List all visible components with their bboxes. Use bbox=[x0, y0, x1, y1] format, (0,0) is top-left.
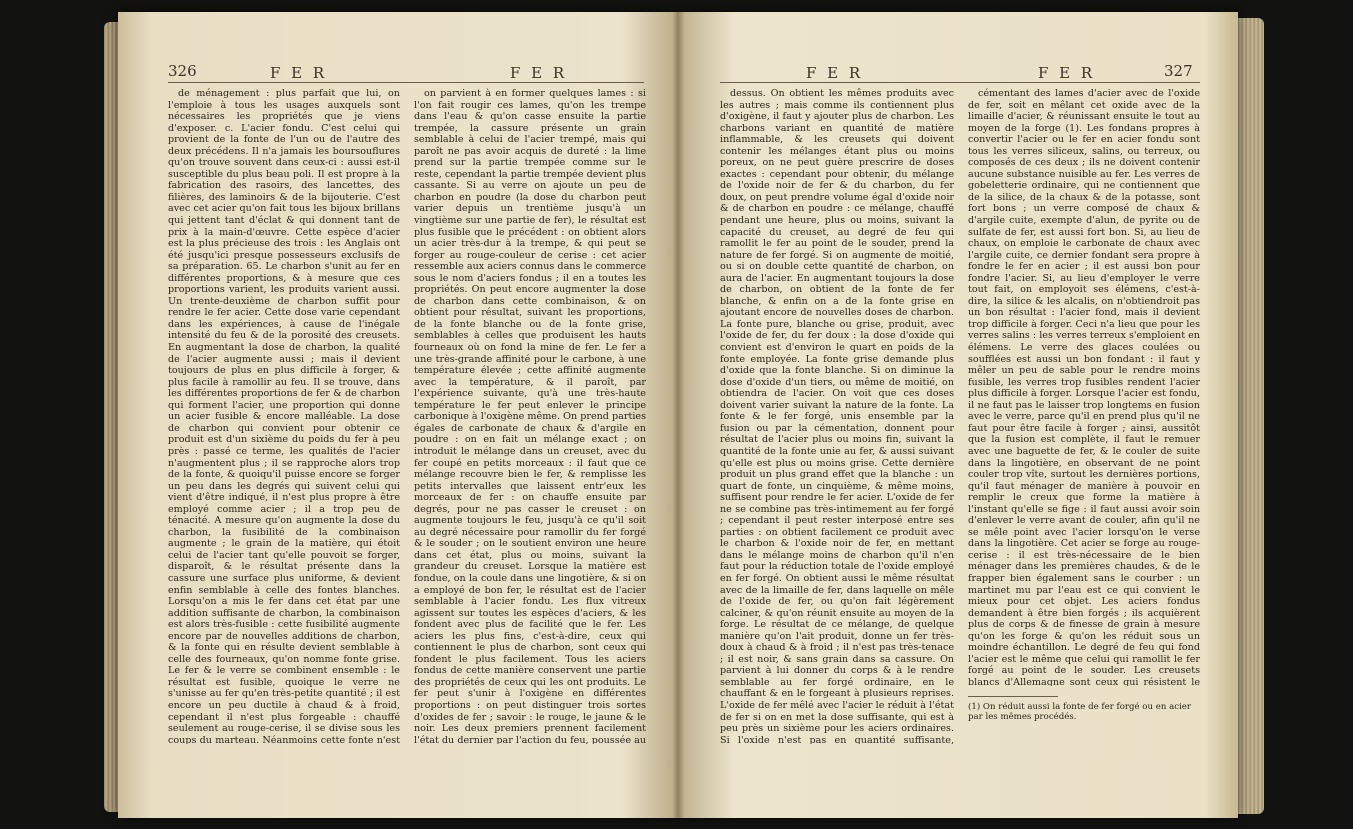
text-column-1 bbox=[168, 88, 400, 744]
open-book bbox=[118, 12, 1238, 818]
footnote: (1) On réduit aussi la fonte de fer forgé ou en acier par les mêmes procédés. bbox=[968, 702, 1191, 722]
right-page bbox=[678, 12, 1238, 818]
footnote-rule bbox=[968, 696, 1058, 697]
running-head-right: F E R bbox=[510, 64, 568, 82]
column-text: de ménagement : plus parfait que lui, on l'emploie à tous les usages auxquels sont nécessaires les propriétés que je viens d'exposer. c. L'acier fondu. C'est celui qui provient de la fonte de l'un ou de l'autre des deux précédens. Il n'a jamais les boursouflures qu'on trouve souvent dans ceux-ci : aussi est-il susceptible du plus beau poli. Il est propre à la fabrication des rasoirs, des lancettes, des filières, des laminoirs & de la bijouterie. C'est avec cet acier qu'on fait tous les bijoux brillans qui jettent tant d'éclat & qui donnent tant de prix à la main-d'œuvre. Cette espèce d'acier est la plus précieuse des trois : les Anglais ont été jusqu'ici presque possesseurs exclusifs de sa préparation. 65. Le charbon s'unit au fer en différentes proportions, & à mesure que ces proportions varient, les produits varient aussi. Un trente-deuxième de charbon suffit pour rendre le fer acier. Cette dose varie cependant dans les expériences, à cause de l'inégale intensité du feu & de la porosité des creusets. En augmentant la dose de charbon, la qualité de l'acier augmente aussi ; mais il devient toujours de plus en plus difficile à forger, & plus facile à ramollir au feu. Il se trouve, dans les différentes proportions de fer & de charbon qui forment l'acier, une proportion qui donne un acier fusible & encore malléable. La dose de charbon qui convient pour obtenir ce produit est d'un sixième du poids du fer à peu près : passé ce terme, les qualités de l'acier n'augmentent plus ; il se rapproche alors trop de la fonte, & quoiqu'il puisse encore se forger un peu dans les degrés qui suivent celui qui vient d'être indiqué, il n'est plus propre à être employé comme acier ; il a trop peu de ténacité. A mesure qu'on augmente la dose du charbon, la fusibilité de la combinaison augmente ; le grain de la matière, qui étoit celui de l'acier tant qu'elle pouvoit se forger, disparoît, & le résultat présente dans la cassure une surface plus uniforme, & devient enfin semblable à celle des fontes blanches. Lorsqu'on a mis le fer dans cet état par une addition suffisante de charbon, la combinaison est alors très-fusible : cette fusibilité augmente encore par de nouvelles additions de charbon, & la fonte qui en résulte devient semblable à celle des fourneaux, qu'on nomme fonte grise. Le fer & le verre se combinent ensemble : le résultat est fusible, quoique le verre ne s'unisse au fer qu'en très-petite quantité ; il est encore un peu ductile à chaud & à froid, cependant il n'est plus forgeable : chauffé seulement au rouge-cerise, il se divise sous les coups du marteau. Néanmoins cette fonte n'est bbox=[168, 88, 400, 744]
text-column-1 bbox=[720, 88, 954, 744]
page-number: 327 bbox=[1164, 62, 1193, 80]
head-rule bbox=[168, 82, 644, 83]
column-text: cémentant des lames d'acier avec de l'oxide de fer, soit en mêlant cet oxide avec de la limaille d'acier, & réunissant ensuite le tout au moyen de la forge (1). Les fondans propres à convertir l'acier ou le fer en acier fondu sont tous les verres siliceux, salins, ou terreux, ou composés de ces deux ; ils ne doivent contenir aucune substance nuisible au fer. Les verres de gobeletterie ordinaire, qui ne contiennent que de la silice, de la chaux & de la potasse, sont fort bons ; un verre composé de chaux & d'argile cuite, exempte d'alun, de pyrite ou de sulfate de fer, est aussi fort bon. Si, au lieu de chaux, on emploie le carbonate de chaux avec l'argile cuite, ce dernier fondant sera propre à fondre le fer en acier ; il est aussi bon pour fondre l'acier. Si, au lieu d'employer le verre tout fait, on employoit ses élémens, c'est-à-dire, la silice & les alcalis, on n'obtiendroit pas un bon résultat : l'acier fond, mais il devient trop difficile à forger. Ceci n'a lieu que pour les verres salins : les verres terreux s'emploient en élémens. Le verre des glaces coulées ou soufflées est aussi un bon fondant : il faut y mêler un peu de sable pour le rendre moins fusible, les verres trop fusibles rendent l'acier plus difficile à forger. Lorsque l'acier est fondu, il ne faut pas le laisser trop longtems en fusion avec le verre, parce qu'il en prend plus qu'il ne faut pour être facile à forger ; ainsi, aussitôt que la fusion est complète, il faut le remuer avec une baguette de fer, & le couler de suite dans la lingotière, en observant de ne point couler trop vîte, surtout les dernières portions, qu'il faut ménager de manière à pouvoir en remplir le creux que forme la matière à l'instant qu'elle se fige : il faut aussi avoir soin d'enlever le verre avant de couler, afin qu'il ne se mêle point avec l'acier lorsqu'on le verse dans la lingotière. Cet acier se forge au rouge-cerise : il est très-nécessaire de le bien ménager dans les premières chaudes, & de le frapper bien également sans le courber : un martinet mu par l'eau est ce qui convient le mieux pour cet objet. Les aciers fondus demandent à être bien forgés ; ils acquièrent plus de corps & de finesse de grain à mesure qu'on les forge & qu'on les réduit sous un moindre échantillon. Le degré de feu qui fond l'acier est le même que celui qui ramollit le fer forgé au point de le souder. Les creusets blancs d'Allemagne sont ceux qui résistent le bbox=[968, 88, 1200, 686]
text-column-2 bbox=[414, 88, 646, 744]
head-rule bbox=[720, 82, 1200, 83]
page-number: 326 bbox=[168, 62, 197, 80]
running-head-left: F E R bbox=[806, 64, 864, 82]
text-column-2 bbox=[968, 88, 1200, 686]
running-head-right: F E R bbox=[1038, 64, 1096, 82]
book-edge-right bbox=[1238, 18, 1264, 814]
column-text: on parvient à en former quelques lames : si l'on fait rougir ces lames, qu'on les trempe dans l'eau & qu'on casse ensuite la partie trempée, la cassure présente un grain semblable à celui de l'acier trempé, mais qui paroît ne pas avoir acquis de dureté : la lime prend sur la partie trempée comme sur le reste, cependant la partie trempée devient plus cassante. Si au verre on ajoute un peu de charbon en poudre (la dose du charbon peut varier depuis un trentième jusqu'à un vingtième sur une partie de fer), le résultat est plus fusible que le précédent : on obtient alors un acier très-dur à la trempe, & qui peut se forger au rouge-couleur de cerise : cet acier ressemble aux aciers connus dans le commerce sous le nom d'aciers fondus ; il en a toutes les propriétés. On peut encore augmenter la dose de charbon dans cette combinaison, & on obtient pour résultat, suivant les proportions, de la fonte blanche ou de la fonte grise, semblables à celles que produisent les hauts fourneaux où on fond la mine de fer. Le fer a une très-grande affinité pour le carbone, à une température élevée ; cette affinité augmente avec la température, & il paroît, par l'expérience suivante, qu'à une très-haute température le fer peut enlever le principe carbonique à l'oxigène même. On prend parties égales de carbonate de chaux & d'argile en poudre : on en fait un mélange exact ; on introduit le mélange dans un creuset, avec du fer coupé en petits morceaux : il faut que ce mélange recouvre bien le fer, & remplisse les petits intervalles que laissent entr'eux les morceaux de fer : on chauffe ensuite par degrés, pour ne pas casser le creuset : on augmente toujours le feu, jusqu'à ce qu'il soit au degré nécessaire pour ramollir du fer forgé & le souder ; on le soutient environ une heure dans cet état, plus ou moins, suivant la grandeur du creuset. Lorsque la matière est fondue, on la coule dans une lingotière, & si on a employé de bon fer, le résultat est de l'acier semblable à l'acier fondu. Les flux vitreux agissent sur toutes les espèces d'aciers, & les fondent avec plus de facilité que le fer. Les aciers les plus fins, c'est-à-dire, ceux qui contiennent le plus de charbon, sont ceux qui fondent le plus facilement. Tous les aciers fondus de cette manière conservent une partie des propriétés de ceux qui les ont produits. Le fer peut s'unir à l'oxigène en différentes proportions : on peut distinguer trois sortes d'oxides de fer ; savoir : le rouge, le jaune & le noir. Les deux premiers prennent facilement l'état du dernier par l'action du feu, poussée au bbox=[414, 88, 646, 744]
column-text: dessus. On obtient les mêmes produits avec les autres ; mais comme ils contiennent plus d'oxigène, il faut y ajouter plus de charbon. Les charbons variant en quantité de matière inflammable, & les creusets qui doivent contenir les mélanges étant plus ou moins poreux, on ne peut guère prescrire de doses exactes : cependant pour obtenir, du mélange de l'oxide noir de fer & du charbon, du fer doux, on peut prendre volume égal d'oxide noir & de charbon en poudre : ce mélange, chauffé pendant une heure, plus ou moins, suivant la capacité du creuset, au degré de feu qui ramollit le fer au point de le souder, prend la nature de fer forgé. Si on augmente de moitié, ou si on double cette quantité de charbon, on aura de l'acier. En augmentant toujours la dose de charbon, on obtient de la fonte de fer blanche, & enfin on a de la fonte grise en ajoutant encore de nouvelles doses de charbon. La fonte pure, blanche ou grise, produit, avec l'oxide de fer, du fer doux : la dose d'oxide qui convient est d'environ le quart en poids de la fonte employée. La fonte grise demande plus d'oxide que la fonte blanche. Si on diminue la dose d'oxide d'un tiers, ou même de moitié, on obtiendra de l'acier. On voit que ces doses doivent varier suivant la nature de la fonte. La fonte & le fer forgé, unis ensemble par la fusion ou par la cémentation, donnent pour résultat de l'acier plus ou moins fin, suivant la quantité de la fonte unie au fer, & aussi suivant qu'elle est plus ou moins grise. Cette dernière produit un plus grand effet que la blanche : un quart de fonte, un cinquième, & même moins, suffisent pour rendre le fer acier. L'oxide de fer ne se combine pas très-intimement au fer forgé ; cependant il peut rester interposé entre ses parties : on obtient facilement ce produit avec le charbon & l'oxide noir de fer, en mettant dans le mélange moins de charbon qu'il n'en faut pour la réduction totale de l'oxide employé en fer forgé. On obtient aussi le même résultat avec de la limaille de fer, dans laquelle on mêle de l'oxide de fer, ou qu'on fait légèrement calciner, & qu'on réunit ensuite au moyen de la forge. Le résultat de ce mélange, de quelque manière qu'on l'ait produit, donne un fer très-doux à chaud & à froid ; il n'est pas très-tenace ; il est noir, & sans grain dans sa cassure. On parvient à lui donner du corps & à le rendre semblable au fer forgé ordinaire, en le chauffant & en le forgeant à plusieurs reprises. L'oxide de fer mêlé avec l'acier le réduit à l'état de fer si on en met la dose suffisante, qui est à peu près un sixième pour les aciers ordinaires. Si l'oxide n'est pas en quantité suffisante, bbox=[720, 88, 954, 744]
left-page bbox=[118, 12, 678, 818]
running-head-left: F E R bbox=[270, 64, 328, 82]
